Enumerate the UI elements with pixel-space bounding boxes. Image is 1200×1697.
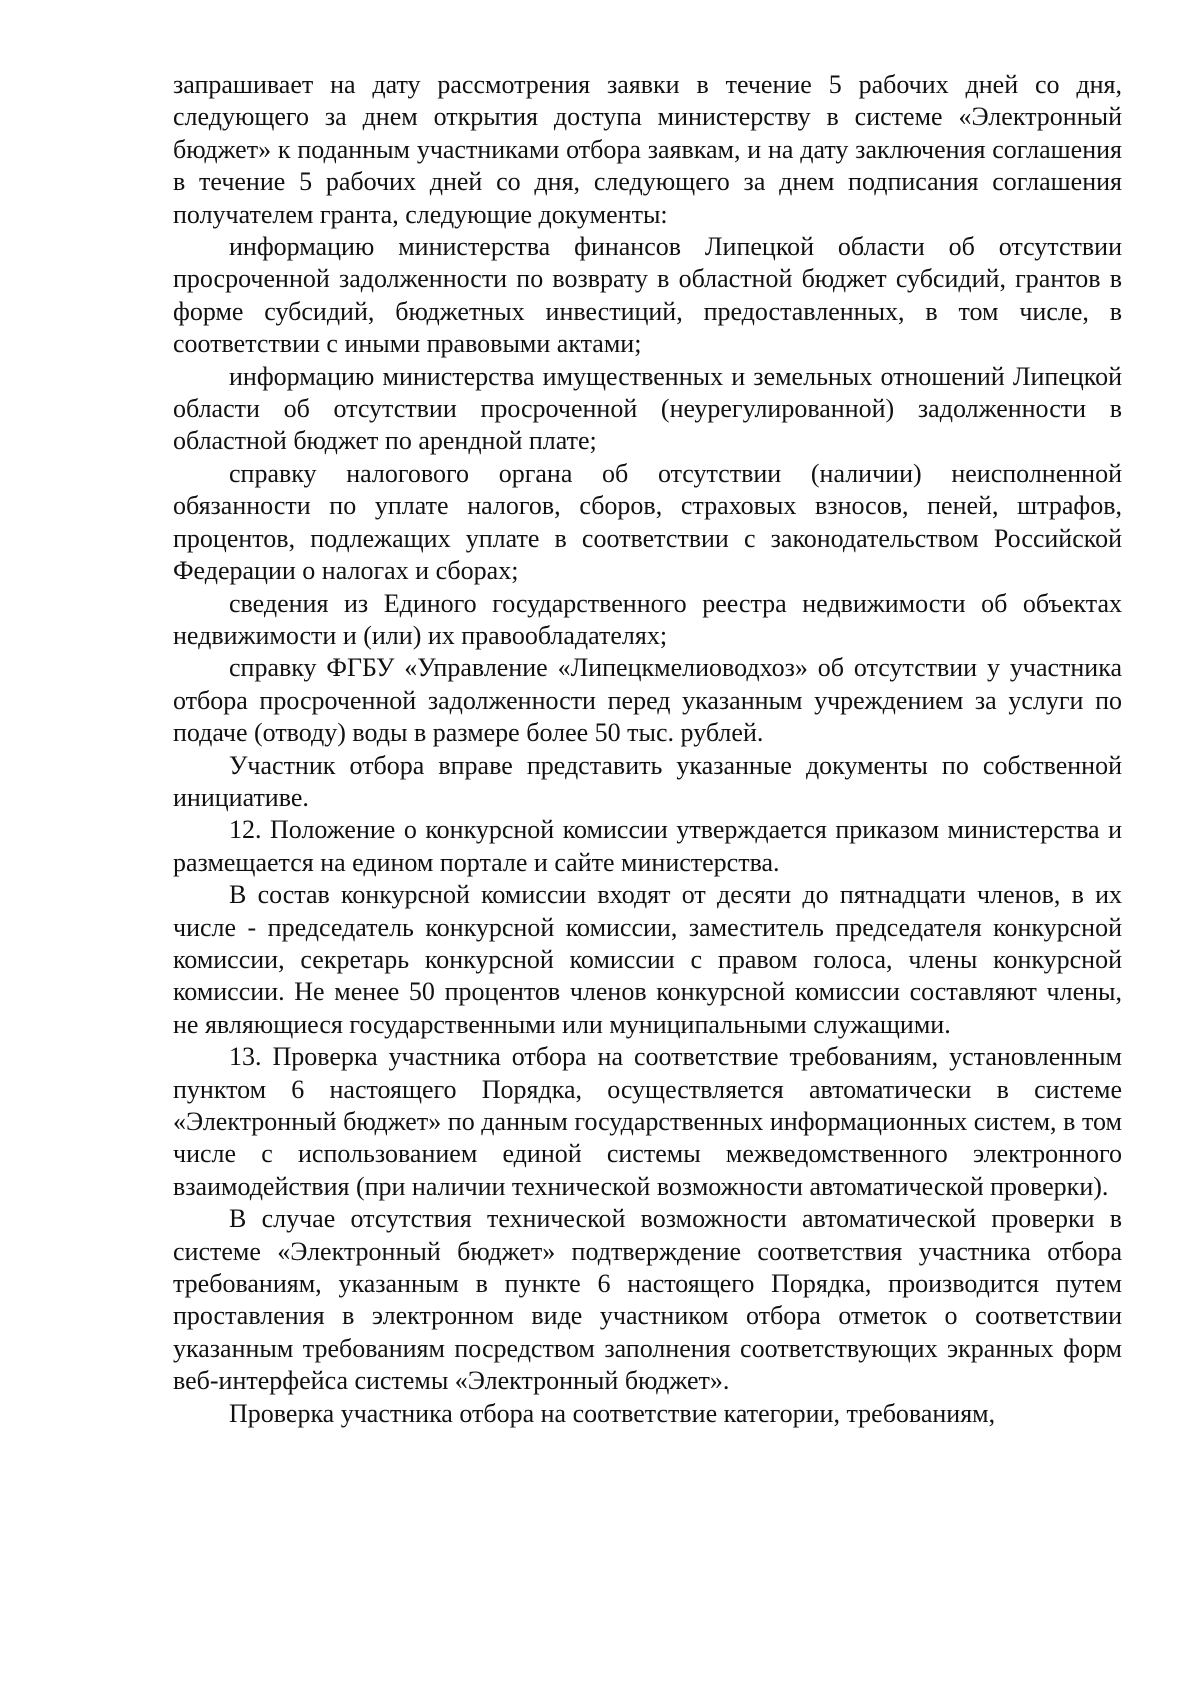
paragraph-tax-certificate: справку налогового органа об отсутствии (наличии) неисполненной обязанности по уплате налогов, сборов, страховых взносов, пеней, штрафов, процентов, подлежащих уплате в соответствии с законодательством Российской Федерации о налогах и сборах; xyxy=(173,458,1122,586)
paragraph-finance-ministry-info: информацию министерства финансов Липецкой области об отсутствии просроченной задолженности по возврату в областной бюджет субсидий, грантов в форме субсидий, бюджетных инвестиций, предоставленных, в том числе, в соответствии с иными правовыми актами; xyxy=(173,232,1122,359)
paragraph-melioration-certificate: справку ФГБУ «Управление «Липецкмелиоводхоз» об отсутствии у участника отбора просроченной задолженности перед указанным учреждением за услуги по подаче (отводу) воды в размере более 50 тыс. рублей. xyxy=(173,653,1122,748)
paragraph-commission-composition: В состав конкурсной комиссии входят от десяти до пятнадцати членов, в их числе - председатель конкурсной комиссии, заместитель председателя конкурсной комиссии, секретарь конкурсной комиссии с правом голоса, члены конкурсной комиссии. Не менее 50 процентов членов конкурсной комиссии составляют члены, не являющиеся государственными или муниципальными служащими. xyxy=(173,880,1122,1039)
paragraph-real-estate-registry: сведения из Единого государственного реестра недвижимости об объектах недвижимости и (или) их правообладателях; xyxy=(173,588,1122,650)
paragraph-own-initiative: Участник отбора вправе представить указанные документы по собственной инициативе. xyxy=(173,750,1122,812)
paragraph-item-12: 12. Положение о конкурсной комиссии утверждается приказом министерства и размещается на едином портале и сайте министерства. xyxy=(173,815,1122,877)
document-page xyxy=(173,69,1122,1430)
paragraph-category-check: Проверка участника отбора на соответствие категории, требованиям, xyxy=(229,1398,996,1428)
paragraph-property-ministry-info: информацию министерства имущественных и земельных отношений Липецкой области об отсутствии просроченной (неурегулированной) задолженности в областной бюджет по арендной плате; xyxy=(173,361,1122,456)
paragraph-continued: запрашивает на дату рассмотрения заявки в течение 5 рабочих дней со дня, следующего за днем открытия доступа министерству в системе «Электронный бюджет» к поданным участниками отбора заявкам, и на дату заключения соглашения в течение 5 рабочих дней со дня, следующего за днем подписания соглашения получателем гранта, следующие документы: xyxy=(173,70,1122,229)
paragraph-item-13: 13. Проверка участника отбора на соответствие требованиям, установленным пунктом 6 настоящего Порядка, осуществляется автоматически в системе «Электронный бюджет» по данным государственных информационных систем, в том числе с использованием единой системы межведомственного электронного взаимодействия (при наличии технической возможности автоматической проверки). xyxy=(173,1042,1122,1201)
paragraph-manual-check: В случае отсутствия технической возможности автоматической проверки в системе «Электронный бюджет» подтверждение соответствия участника отбора требованиям, указанным в пункте 6 настоящего Порядка, производится путем проставления в электронном виде участником отбора отметок о соответствии указанным требованиям посредством заполнения соответствующих экранных форм веб-интерфейса системы «Электронный бюджет». xyxy=(173,1204,1122,1396)
